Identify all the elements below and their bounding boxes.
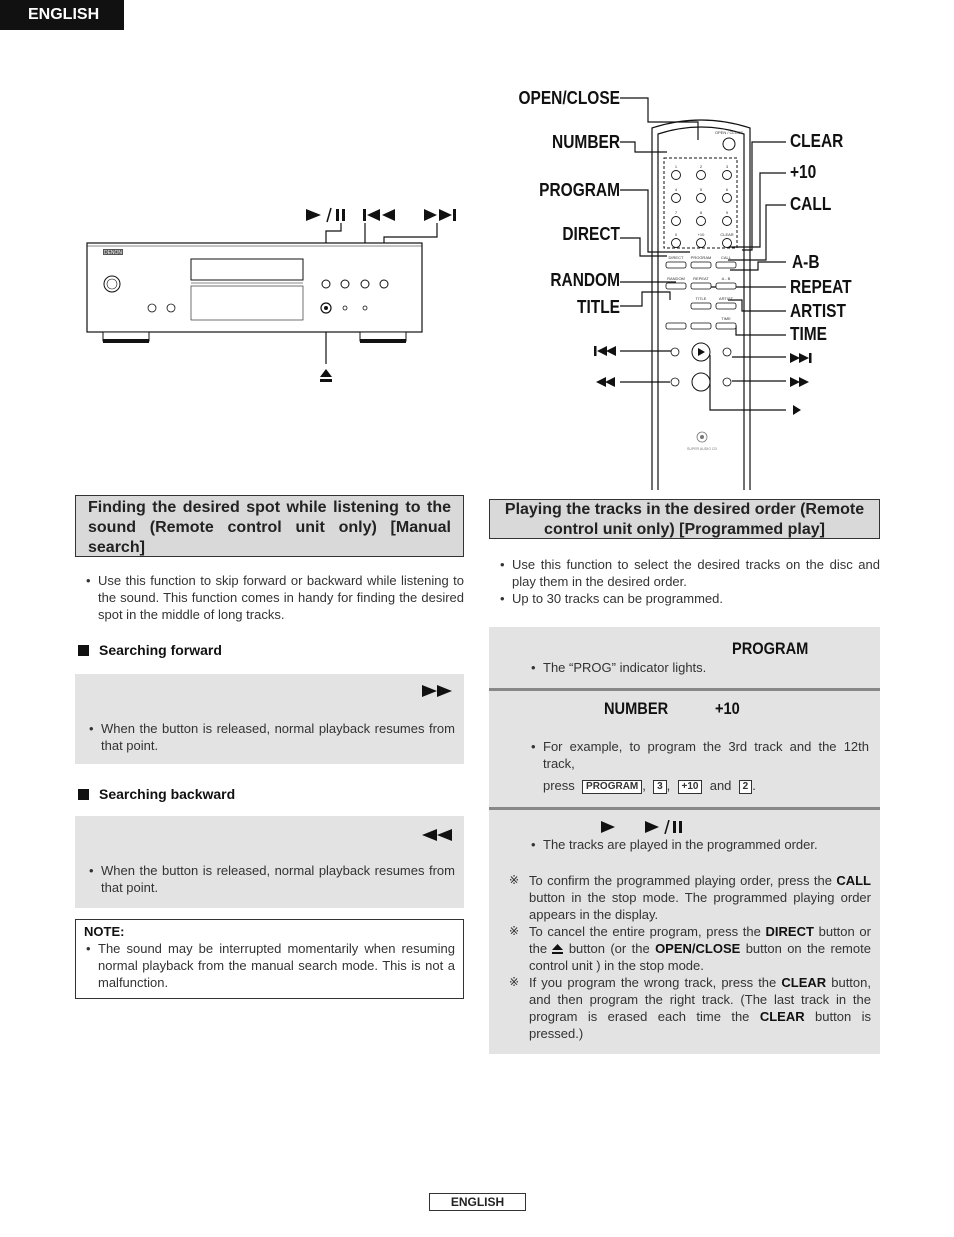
step3-note: • The tracks are played in the programmed order. (529, 836, 869, 853)
forward-note: • When the button is released, normal playback resumes from that point. (87, 720, 455, 754)
remote-number-key (723, 217, 732, 226)
label-a-b: A-B (792, 252, 820, 272)
remote-number-key-label: 5 (699, 187, 703, 192)
backward-step-box (75, 816, 464, 908)
forward-step-box (75, 674, 464, 764)
label-plus10: +10 (790, 162, 817, 182)
player-diagram (70, 195, 470, 390)
manual-search-title: Finding the desired spot while listening to the sound (Remote control unit only) [Manual search] (75, 495, 464, 557)
remote-diagram (585, 95, 815, 490)
remote-number-key-label: 4 (674, 187, 678, 192)
label-title: TITLE (577, 297, 620, 317)
searching-backward-heading: Searching backward (78, 786, 235, 802)
note-box (75, 919, 464, 999)
program-step-2 (489, 691, 880, 807)
rewind-icon (596, 377, 615, 387)
footer-language: ENGLISH (429, 1193, 526, 1211)
step2-plus10-key: +10 (715, 699, 740, 718)
svg-text:SUPER AUDIO CD: SUPER AUDIO CD (687, 447, 717, 451)
eject-icon (320, 369, 332, 382)
remote-number-key (723, 194, 732, 203)
remote-number-key (672, 239, 681, 248)
note-text: • The sound may be interrupted momentarily when resuming normal playback from the manual search mode. This is not a malfunction. (84, 940, 455, 991)
skip-back-icon (594, 346, 616, 356)
manual-search-intro: • Use this function to skip forward or backward while listening to the sound. This function comes in handy for finding the desired spot in the middle of long tracks. (84, 572, 464, 623)
key-time: TIME (721, 316, 731, 321)
remote-number-key (697, 171, 706, 180)
program-bullet-2: • Up to 30 tracks can be programmed. (498, 590, 880, 607)
play-icon (793, 405, 801, 415)
key-program: PROGRAM (690, 255, 712, 260)
program-note-call: ※ To confirm the programmed playing order, press the CALL button in the stop mode. The programmed playing order appears in the display. (509, 873, 871, 922)
label-random: RANDOM (550, 270, 620, 290)
remote-number-key-label: 3 (725, 164, 729, 169)
program-step-1 (489, 627, 880, 688)
remote-number-key (723, 239, 732, 248)
remote-number-key-label: 7 (674, 210, 678, 215)
key-2-inline: 2 (739, 780, 753, 794)
sacd-logo (687, 432, 717, 451)
key-program-inline: PROGRAM (582, 780, 642, 794)
remote-number-key (697, 194, 706, 203)
label-open-close: OPEN/CLOSE (518, 88, 620, 108)
program-play-title: Playing the tracks in the desired order (Remote control unit only) [Programmed play] (489, 499, 880, 539)
key-plus10-inline: +10 (678, 780, 703, 794)
key-random: RANDOM (667, 276, 685, 281)
remote-number-key-label: 2 (699, 164, 703, 169)
program-bullet-1: • Use this function to select the desired tracks on the disc and play them in the desired order. (498, 556, 880, 590)
remote-number-key (672, 194, 681, 203)
remote-number-key-label: 8 (699, 210, 703, 215)
label-repeat: REPEAT (790, 277, 852, 297)
key-a-b: A - B (721, 276, 731, 281)
fast-forward-icon (790, 377, 809, 387)
skip-forward-icon (424, 209, 456, 221)
key-title: TITLE (695, 296, 707, 301)
remote-number-key-label: +10 (697, 232, 705, 237)
step2-example: • For example, to program the 3rd track and the 12th track, (529, 738, 869, 772)
label-artist: ARTIST (790, 301, 846, 321)
remote-number-key-label: 6 (725, 187, 729, 192)
label-number: NUMBER (552, 132, 620, 152)
label-clear: CLEAR (790, 131, 844, 151)
logo-text: DENON (103, 250, 123, 256)
fast-forward-icon (422, 685, 454, 697)
remote-number-key-label: CLEAR (720, 232, 734, 237)
program-note-cancel: ※ To cancel the entire program, press the DIRECT button or the button (or the OPEN/CLOSE button on the remote control unit ) in the stop mode. (509, 924, 871, 973)
label-direct: DIRECT (562, 224, 620, 244)
language-tab: ENGLISH (0, 0, 124, 30)
key-repeat: REPEAT (693, 276, 709, 281)
play-and-play-pause-icons (601, 820, 687, 834)
searching-forward-heading: Searching forward (78, 642, 222, 658)
remote-number-key (723, 171, 732, 180)
remote-number-key-label: 9 (725, 210, 729, 215)
label-program: PROGRAM (539, 180, 620, 200)
key-call: CALL (720, 255, 732, 260)
note-title: NOTE: (84, 924, 125, 939)
step2-press-line: press PROGRAM , 3 , +10 and 2 . (543, 778, 756, 793)
remote-number-key (672, 171, 681, 180)
remote-number-key (672, 217, 681, 226)
rewind-icon (422, 829, 454, 841)
play-pause-icon (306, 208, 345, 222)
eject-icon (552, 944, 563, 954)
backward-note: • When the button is released, normal playback resumes from that point. (87, 862, 455, 896)
step2-number-key: NUMBER (604, 699, 669, 718)
program-step-3 (489, 810, 880, 1054)
key-open-close: OPEN / CLOSE (714, 130, 744, 135)
key-3-inline: 3 (653, 780, 667, 794)
step1-note: • The “PROG” indicator lights. (529, 659, 869, 676)
program-note-clear: ※ If you program the wrong track, press the CLEAR button, and then program the right track. (The last track in the program is erased each time the CLEAR button is pressed.) (509, 975, 871, 1041)
key-artist: ARTIST (718, 296, 734, 301)
remote-number-key-label: 1 (674, 164, 678, 169)
remote-number-key (697, 239, 706, 248)
remote-number-key-label: 0 (674, 232, 678, 237)
skip-back-icon (363, 209, 395, 221)
remote-number-key (697, 217, 706, 226)
label-time: TIME (790, 324, 827, 344)
key-direct: DIRECT (668, 255, 684, 260)
step1-program-key: PROGRAM (732, 639, 809, 658)
skip-forward-icon (790, 353, 812, 363)
label-call: CALL (790, 194, 832, 214)
